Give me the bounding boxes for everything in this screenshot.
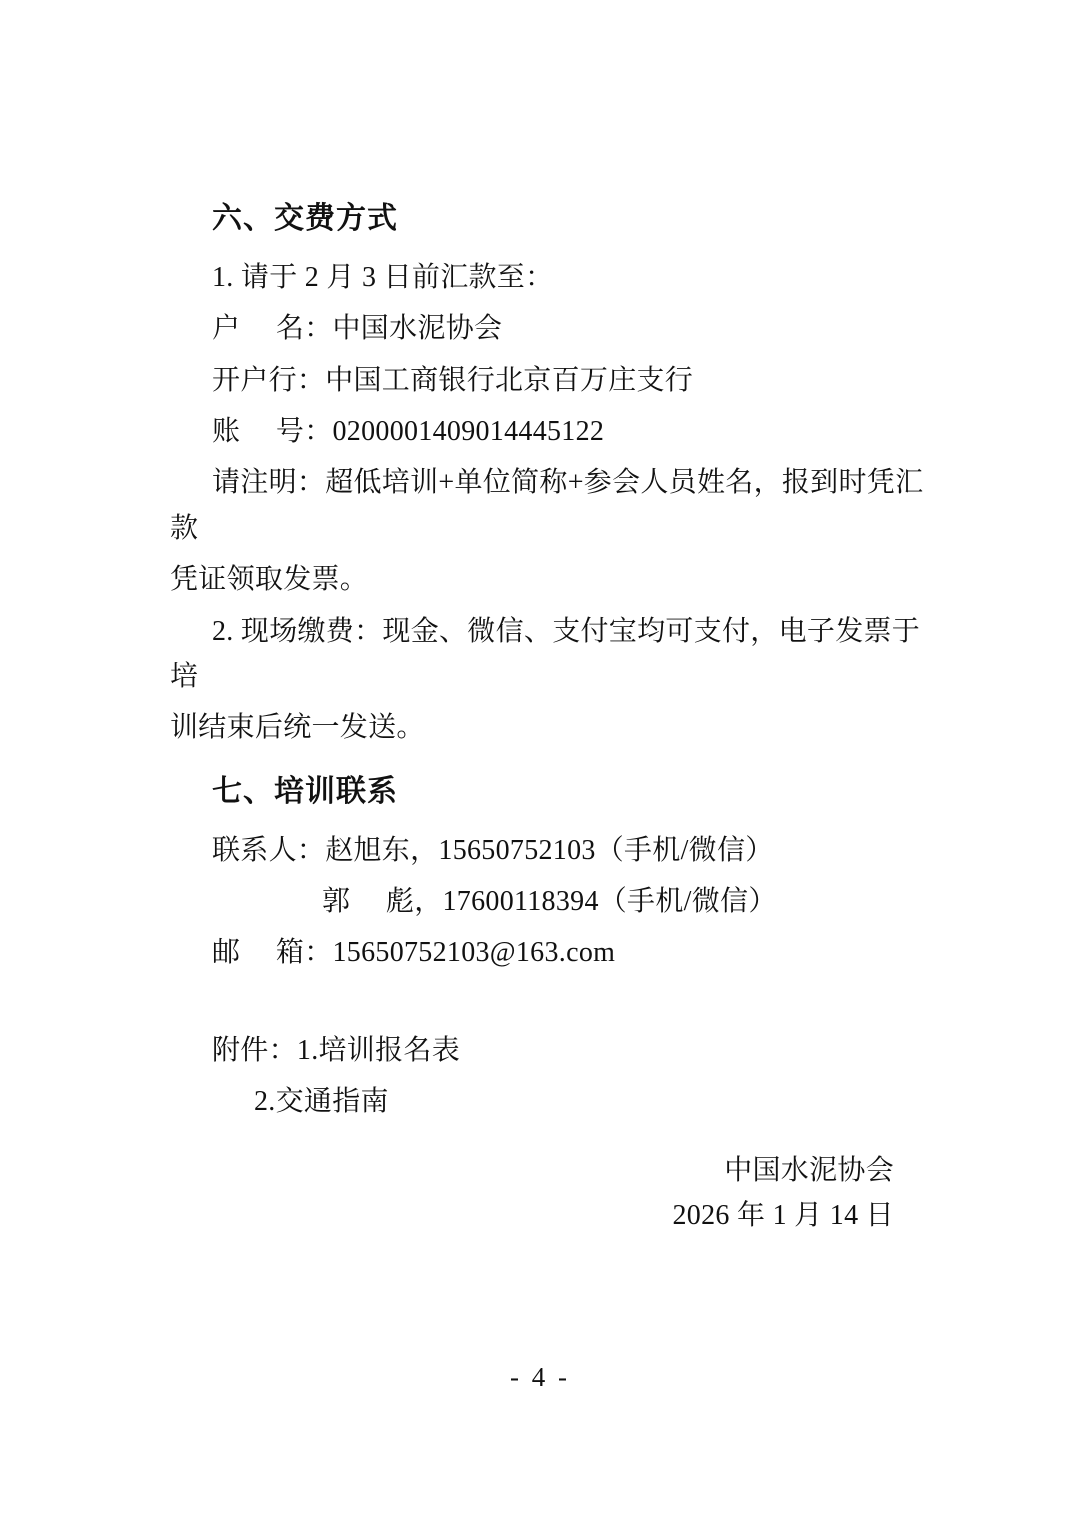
payment-item-onsite-line1: 2. 现场缴费：现金、微信、支付宝均可支付，电子发票于培 [170,615,921,692]
payment-item-account-number: 账 号：0200001409014445122 [212,416,605,448]
contact-email: 邮 箱：15650752103@163.com [212,937,616,969]
document-body [170,196,930,1232]
signature-date: 2026 年 1 月 14 日 [672,1200,894,1232]
section-seven-heading: 七、培训联系 [212,774,398,808]
page-number: - 4 - [510,1362,570,1392]
signature-block [170,1148,930,1239]
payment-item-account-name: 户 名：中国水泥协会 [212,313,503,345]
payment-item-note-line1: 请注明：超低培训+单位简称+参会人员姓名，报到时凭汇款 [170,467,924,544]
signature-organization: 中国水泥协会 [724,1155,894,1186]
payment-item-note-line2: 凭证领取发票。 [170,564,369,596]
payment-item-bank: 开户行：中国工商银行北京百万庄支行 [212,364,694,396]
contact-person-secondary: 郭 彪，17600118394（手机/微信） [322,885,777,917]
payment-item-remit-date: 1. 请于 2 月 3 日前汇款至： [212,262,554,293]
section-spacer [170,982,930,1028]
payment-item-onsite-line2: 训结束后统一发送。 [170,712,425,744]
attachment-line-1: 附件：1.培训报名表 [212,1034,461,1066]
contact-person-primary: 联系人：赵旭东，15650752103（手机/微信） [212,834,774,866]
section-six-heading: 六、交费方式 [212,202,398,235]
attachment-line-2: 2.交通指南 [254,1086,389,1118]
